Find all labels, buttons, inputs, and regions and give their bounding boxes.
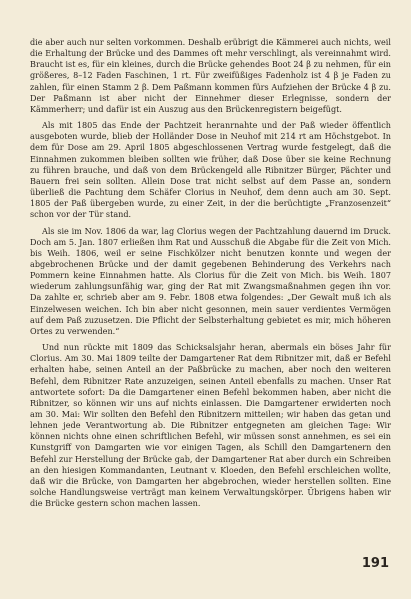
paragraph-3: Als sie im Nov. 1806 da war, lag Clorius wegen der Pachtzahlung dauernd im Druck. Doch am 5. Jan. 1807 erließen ihm Rat und Ausschuß die Abgabe für die Zeit von Mich. bis Weih. 1806, weil er seine Fischkölzer nicht benutzen konnte und wegen der abgebrochenen Brücke und der damit gegebenen Behinderung des Verkehrs nach Pommern keine Einnahmen hatte. Als Clorius für die Zeit von Mich. bis Weih. 1807 wiederum zahlungsunfähig war, ging der Rat mit Zwangsmaßnahmen gegen ihn vor. Da zahlte er, schrieb aber am 9. Febr. 1808 etwa folgendes: „Der Gewalt muß ich als Einzelwesen weichen. Ich bin aber nicht gesonnen, mein sauer verdientes Vermögen auf dem Paß zuzusetzen. Die Pflicht der Selbsterhaltung gebietet es mir, mich höheren Ortes zu verwenden.“: [30, 225, 391, 336]
page-number: 191: [361, 556, 389, 571]
paragraph-1: die aber auch nur selten vorkommen. Deshalb erübrigt die Kämmerei auch nichts, weil die Erhaltung der Brücke und des Dammes oft mehr verschlingt, als vereinnahmt wird. Braucht ist es, für ein kleines, durch die Brücke gehendes Boot 24 β zu nehmen, für ein größeres, 8–12 Faden Faschinen, 1 rt. Für zweifüßiges Fadenholz ist 4 β je Faden zu zahlen, für einen Stamm 2 β. Dem Paßmann kommen fürs Aufziehen der Brücke 4 β zu. Der Paßmann ist aber nicht der Einnehmer dieser Erlegnisse, sondern der Kämmerherr; und dafür ist ein Auszug aus den Brückenregistern beigefügt.: [30, 37, 391, 114]
paragraph-2: Als mit 1805 das Ende der Pachtzeit heranrnahte und der Paß wieder öffentlich ausgeboten wurde, blieb der Holländer Dose in Neuhof mit 214 rt am Höchstgebot. In dem für Dose am 29. April 1805 abgeschlossenen Vertrag wurde festgelegt, daß die Einnahmen zukommen bleiben sollten wie früher, daß Dose über sie keine Rechnung zu führen brauche, und daß von dem Brückengeld alle Ribnitzer Bürger, Pächter und Bauern frei sein sollten. Allein Dose trat nicht selbst auf dem Passe an, sondern überließ die Pachtung dem Schäfer Clorius in Neuhof, dem denn auch am 30. Sept. 1805 der Paß übergeben wurde, zu einer Zeit, in der die berüchtigte „Franzosenzeit“ schon vor der Tür stand.: [30, 120, 391, 220]
paragraph-4: Und nun rückte mit 1809 das Schicksalsjahr heran, abermals ein böses Jahr für Clorius. Am 30. Mai 1809 teilte der Damgartener Rat dem Ribnitzer mit, daß er Befehl erhalten habe, seinen Anteil an der Paßbrücke zu machen, aber noch den weiteren Befehl, dem Ribnitzer Rate anzuzeigen, seinen Anteil ebenfalls zu machen. Unser Rat antwortete sofort: Da die Damgartener einen Befehl bekommen haben, aber nicht die Ribnitzer, so können wir uns auf nichts einlassen. Die Damgartener erwiderten noch am 30. Mai: Wir sollten den Befehl den Ribnitzern mitteilen; wir haben das getan und lehnen jede Verantwortung ab. Die Ribnitzer entgegneten am gleichen Tage: Wir können nichts ohne einen schriftlichen Befehl, wir müssen sonst annehmen, es sei ein Kunstgriff von Damgarten wie vor einigen Tagen, als Schill den Damgartenern den Befehl zur Herstellung der Brücke gab, der Damgartener Rat aber durch ein Schreiben an den hiesigen Kommandanten, Leutnant v. Kloeden, den Befehl erschleichen wollte, daß wir die Brücke, von Damgarten her abgebrochen, wieder herstellen sollten. Eine solche Handlungsweise verträgt man keinem Verwaltungskörper. Übrigens haben wir die Brücke gestern schon machen lassen.: [30, 342, 391, 509]
